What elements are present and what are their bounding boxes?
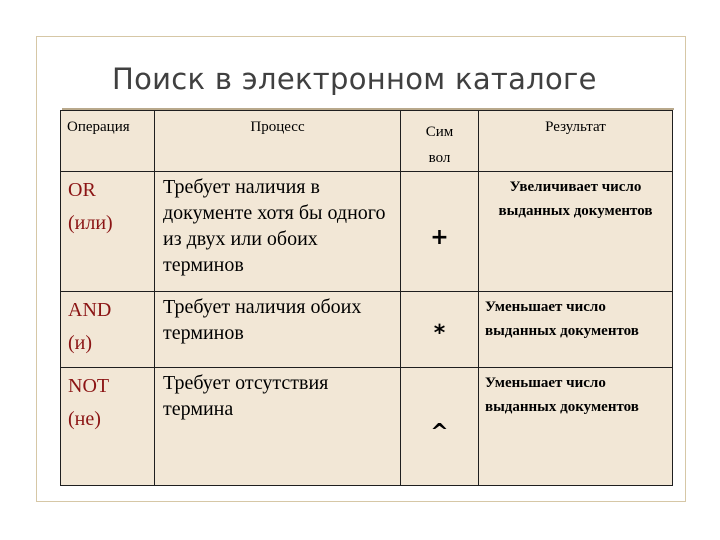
table-row-and	[61, 292, 673, 368]
operation-translation: (не)	[68, 408, 101, 430]
operation-name: NOT	[68, 375, 110, 397]
operation-cell	[61, 368, 155, 486]
result-cell: Увеличивает число выданных документов	[479, 172, 673, 292]
search-operators-table	[60, 110, 673, 486]
operation-name: AND	[68, 299, 112, 321]
symbol-cell	[401, 292, 479, 368]
operation-translation: (и)	[68, 332, 93, 354]
result-cell: Уменьшает число выданных документов	[479, 292, 673, 368]
operation-name: OR	[68, 179, 96, 201]
process-cell: Требует наличия в документе хотя бы одного из двух или обоих терминов	[155, 172, 401, 292]
table-row-not	[61, 368, 673, 486]
header-symbol-line2: вол	[428, 150, 451, 166]
process-cell: Требует наличия обоих терминов	[155, 292, 401, 368]
table-row-or	[61, 172, 673, 292]
header-process: Процесс	[155, 111, 401, 172]
symbol-cell	[401, 172, 479, 292]
header-result: Результат	[479, 111, 673, 172]
process-cell: Требует отсутствия термина	[155, 368, 401, 486]
caret-symbol: ^	[430, 420, 449, 445]
slide-title: Поиск в электронном каталоге	[112, 62, 597, 96]
result-cell: Уменьшает число выданных документов	[479, 368, 673, 486]
operation-cell	[61, 172, 155, 292]
symbol-cell	[401, 368, 479, 486]
plus-symbol: +	[430, 225, 449, 250]
header-symbol	[401, 111, 479, 172]
operation-cell	[61, 292, 155, 368]
table-header-row	[61, 111, 673, 172]
header-symbol-line1: Сим	[425, 124, 454, 140]
operation-translation: (или)	[68, 212, 113, 234]
header-operation: Операция	[61, 111, 155, 172]
asterisk-symbol: *	[433, 321, 446, 346]
